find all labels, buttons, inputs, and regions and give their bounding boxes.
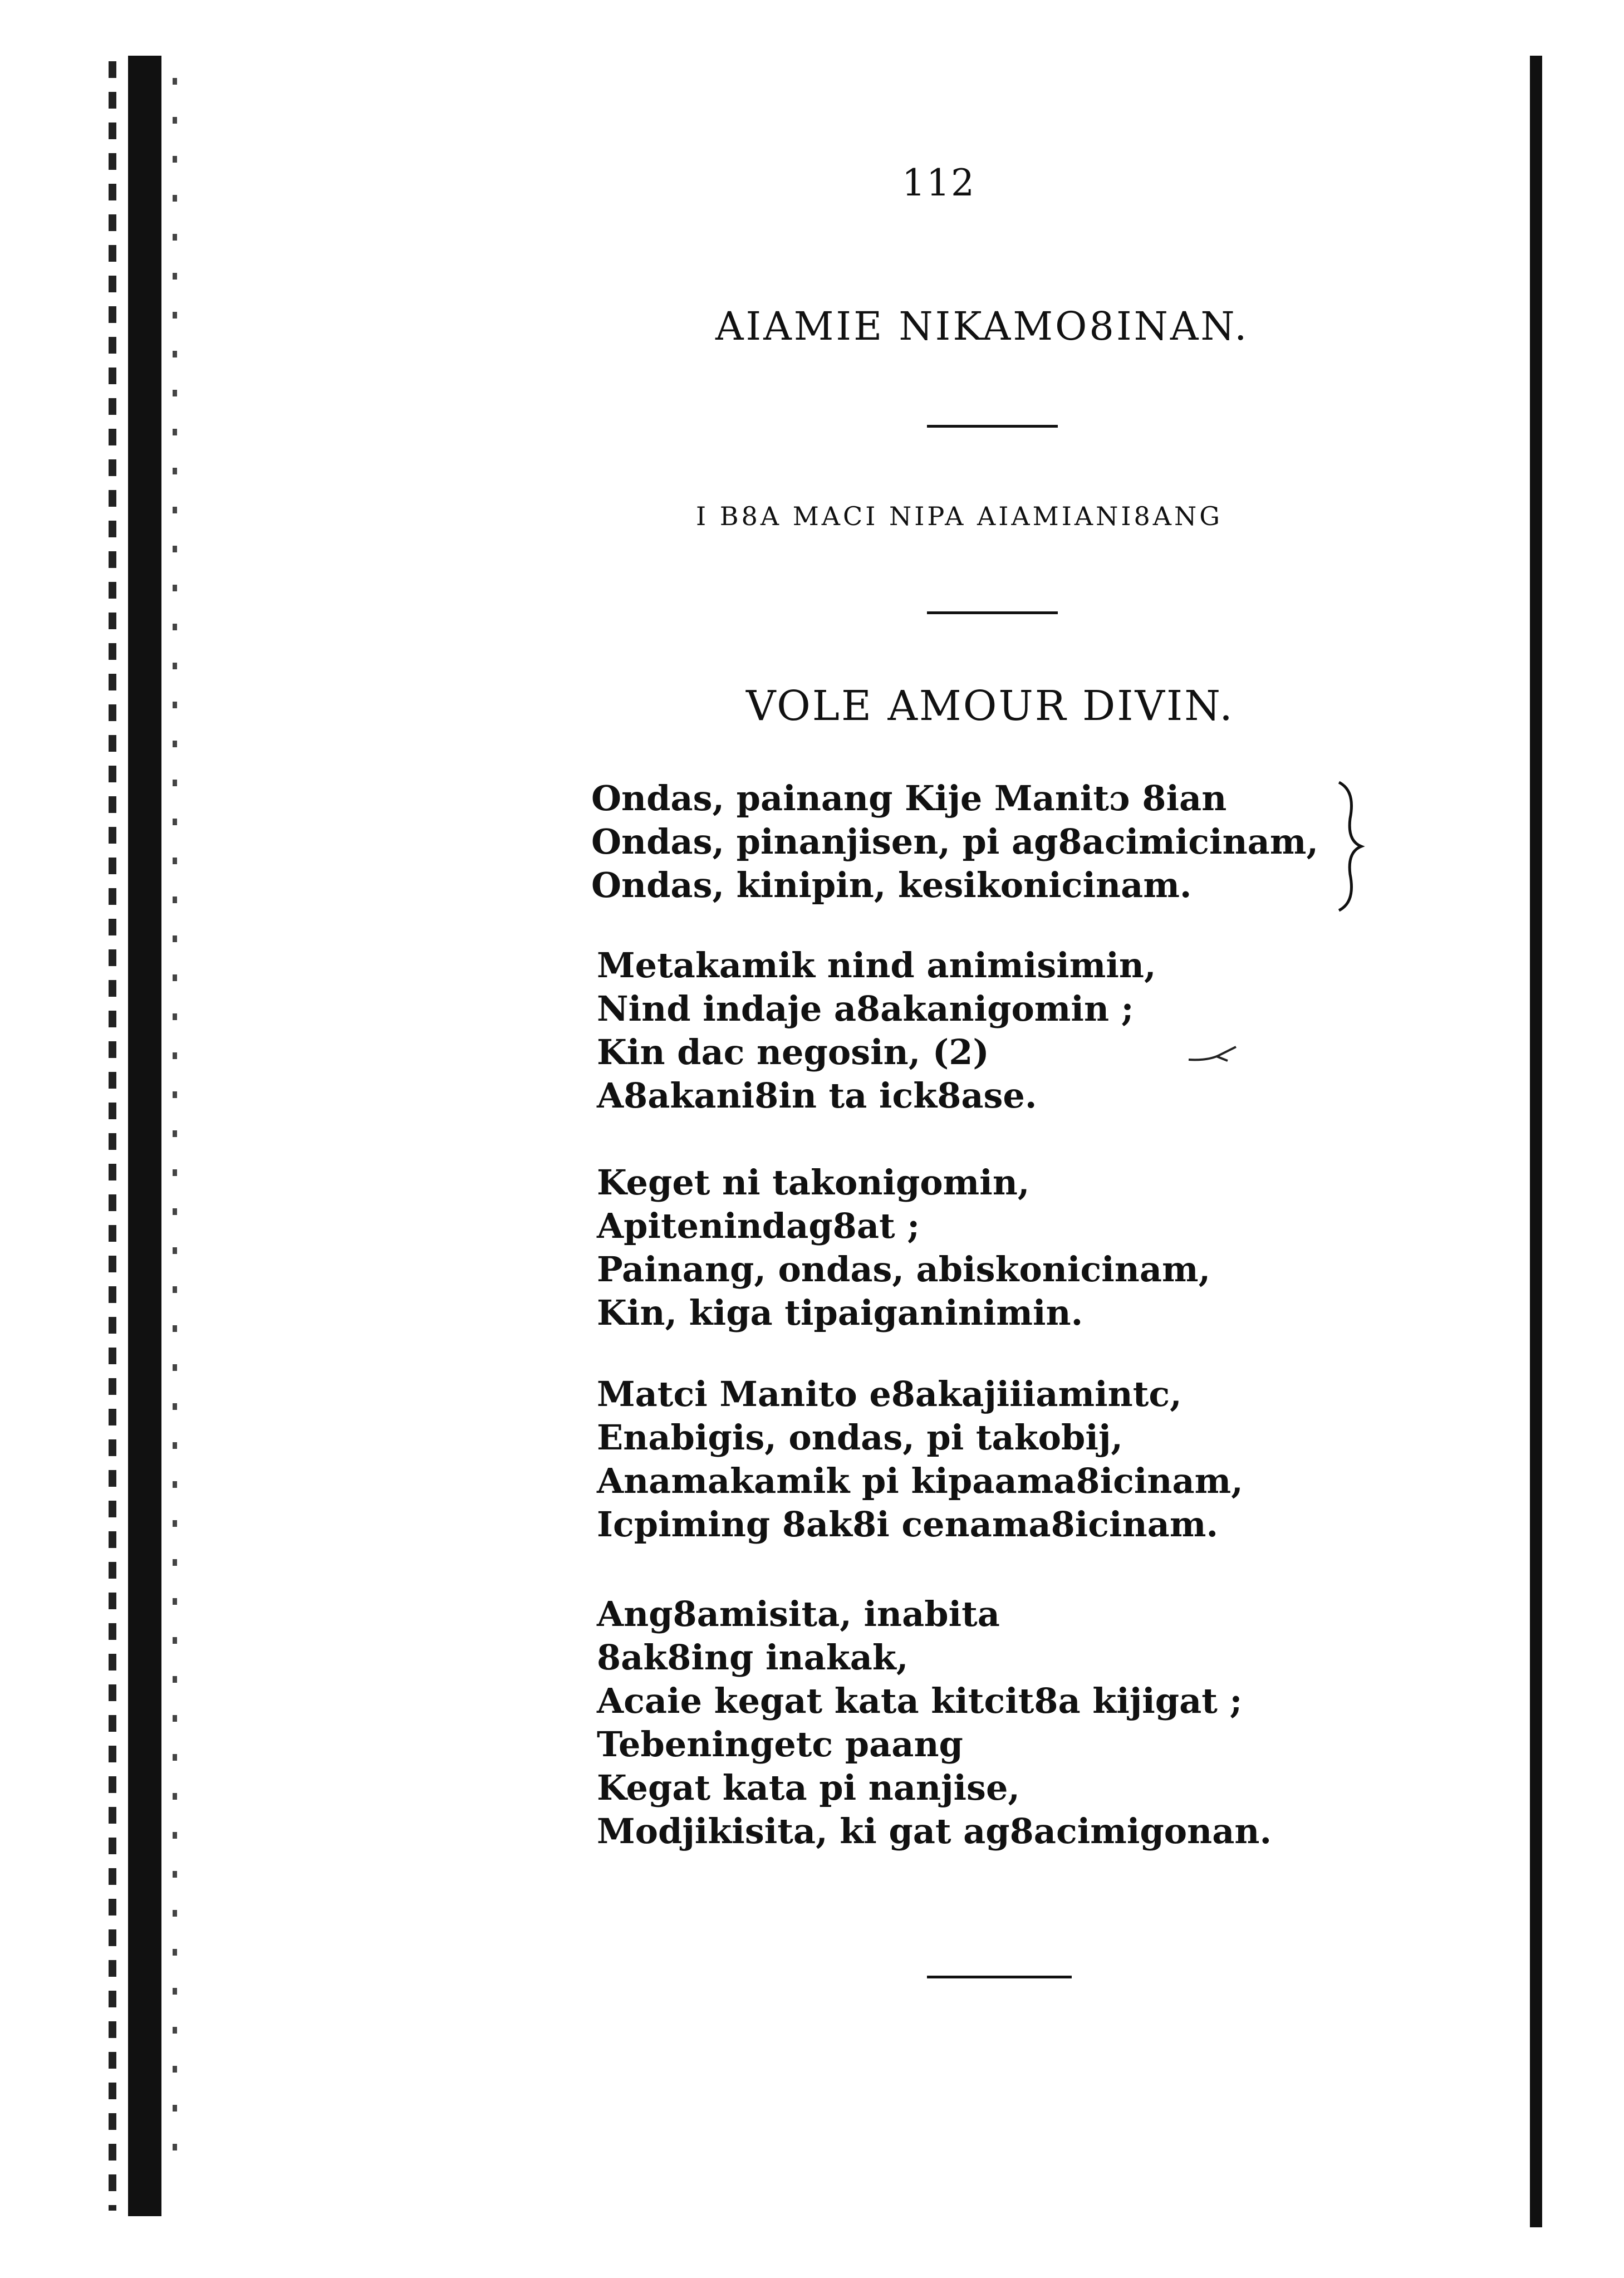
hymn-title: VOLE AMOUR DIVIN. — [746, 682, 1234, 730]
stanza-1 — [591, 777, 1318, 907]
stanza-4 — [597, 1373, 1243, 1546]
verse-line: Nind indaje a8akanigomin ; — [597, 988, 1134, 1029]
verse-line: Enabigis, ondas, pi takobij, — [597, 1417, 1123, 1458]
scan-edge-left-inner — [109, 61, 116, 2211]
verse-line: Matci Manito e8akajiiiamintc, — [597, 1374, 1182, 1414]
verse-line: 8ak8ing inakak, — [597, 1637, 909, 1678]
divider-rule-top — [927, 425, 1058, 428]
verse-line: Metakamik nind animisimin, — [597, 945, 1156, 986]
ink-mark-icon — [1186, 1044, 1242, 1066]
section-subheading: I B8A MACI NIPA AIAMIANI8ANG — [696, 501, 1223, 531]
verse-line: Icpiming 8ak8i cenama8icinam. — [597, 1504, 1219, 1545]
scan-edge-left — [128, 56, 161, 2216]
verse-line: Tebeningetc paang — [597, 1724, 963, 1765]
verse-line: Anamakamik pi kipaama8icinam, — [597, 1461, 1243, 1501]
verse-line: Modjikisita, ki gat ag8acimigonan. — [597, 1811, 1272, 1851]
stanza-2 — [597, 944, 1156, 1118]
divider-rule-middle — [927, 611, 1058, 614]
scan-edge-left-outer — [173, 78, 177, 2183]
verse-line: Ondas, kinipin, kesikonicinam. — [591, 865, 1192, 905]
verse-line: Painang, ondas, abiskonicinam, — [597, 1249, 1211, 1290]
verse-line: A8akani8in ta ick8ase. — [597, 1075, 1037, 1116]
verse-line: Kin dac negosin, (2) — [597, 1032, 989, 1072]
verse-line: Kin, kiga tipaiganinimin. — [597, 1292, 1083, 1333]
divider-rule-bottom — [927, 1976, 1072, 1978]
verse-line: Ondas, pinanjisen, pi ag8acimicinam, — [591, 821, 1319, 862]
verse-line: Ondas, painang Kije Manitɔ 8ian — [591, 778, 1227, 819]
verse-line: Kegat kata pi nanjise, — [597, 1767, 1020, 1808]
verse-line: Ang8amisita, inabita — [597, 1594, 1000, 1634]
verse-line: Apitenindag8at ; — [597, 1206, 920, 1246]
verse-line: Keget ni takonigomin, — [597, 1162, 1030, 1203]
verse-line: Acaie kegat kata kitcit8a kijigat ; — [597, 1681, 1243, 1721]
page-number: 112 — [902, 161, 975, 204]
scan-edge-right — [1530, 56, 1542, 2227]
page-heading: AIAMIE NIKAMO8INAN. — [715, 303, 1249, 349]
stanza-5 — [597, 1593, 1272, 1853]
stanza-3 — [597, 1161, 1210, 1335]
repeat-brace-icon — [1333, 780, 1367, 913]
